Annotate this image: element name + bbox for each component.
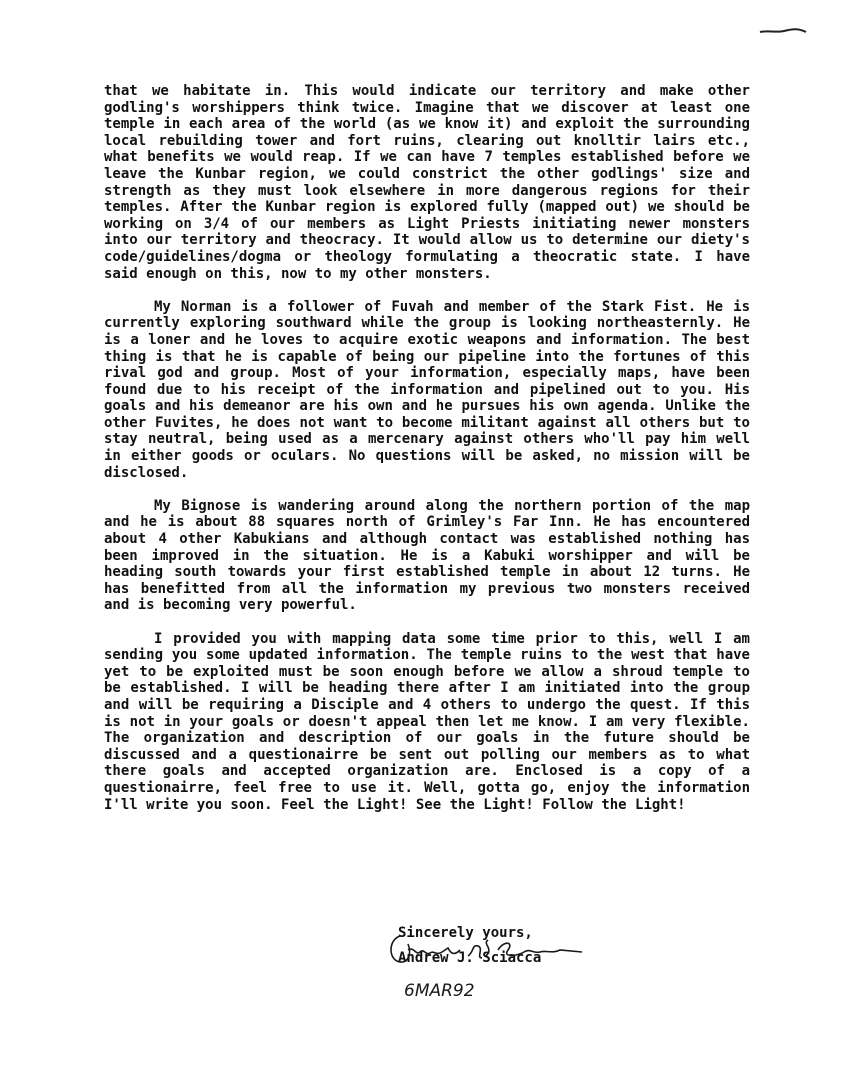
paragraph-continuation: that we habitate in. This would indicate our territory and make other godling's worshippers think twice. Imagine that we discover at least one temple in each area of the world (as we know it) and exploit the surrounding local rebuilding tower and fort ruins, clearing out knolltir lairs etc., what benefits we would reap. If we can have 7 temples established before we leave the Kunbar region, we could constrict the other godlings' size and strength as they must look elsewhere in more dangerous regions for their temples. After the Kunbar region is explored fully (mapped out) we should be working on 3/4 of our members as Light Priests initiating newer monsters into our territory and theocracy. It would allow us to determine our diety's code/guidelines/dogma or theology formulating a theocratic state. I have said enough on this, now to my other monsters. xyxy=(104,83,750,282)
paragraph-mapping-data: I provided you with mapping data some time prior to this, well I am sending you some updated information. The temple ruins to the west that have yet to be exploited must be soon enough before we allow a shroud temple to be established. I will be heading there after I am initiated into the group and will be requiring a Disciple and 4 others to undergo the quest. If this is not in your goals or doesn't appeal then let me know. I am very flexible. The organization and description of our goals in the future should be discussed and a questionairre be sent out polling our members as to what there goals and accepted organization are. Enclosed is a copy of a questionairre, feel free to use it. Well, gotta go, enjoy the information I'll write you soon. Feel the Light! See the Light! Follow the Light! xyxy=(104,630,750,813)
signer-name: Andrew J. Sciacca xyxy=(398,949,542,966)
closing-salutation: Sincerely yours, xyxy=(398,925,533,941)
letter-body xyxy=(104,83,750,813)
paragraph-norman: My Norman is a follower of Fuvah and member of the Stark Fist. He is currently exploring southward while the group is looking northeasternly. He is a loner and he loves to acquire exotic weapons and information. The best thing is that he is capable of being our pipeline into the fortunes of this rival god and group. Most of your information, especially maps, have been found due to his receipt of the information and pipelined out to you. His goals and his demeanor are his own and he pursues his own agenda. Unlike the other Fuvites, he does not want to become militant against all others but to stay neutral, being used as a mercenary against others who'll pay him well in either goods or oculars. No questions will be asked, no mission will be disclosed. xyxy=(104,298,750,481)
handwritten-date xyxy=(402,976,492,1002)
svg-text:6MAR92: 6MAR92 xyxy=(404,981,475,1001)
corner-pen-mark xyxy=(758,24,808,38)
handwritten-signature xyxy=(386,926,586,972)
paragraph-bignose: My Bignose is wandering around along the northern portion of the map and he is about 88 squares north of Grimley's Far Inn. He has encountered about 4 other Kabukians and although contact was established nothing has been improved in the situation. He is a Kabuki worshipper and will be heading south towards your first established temple in about 12 turns. He has benefitted from all the information my previous two monsters received and is becoming very powerful. xyxy=(104,497,750,614)
